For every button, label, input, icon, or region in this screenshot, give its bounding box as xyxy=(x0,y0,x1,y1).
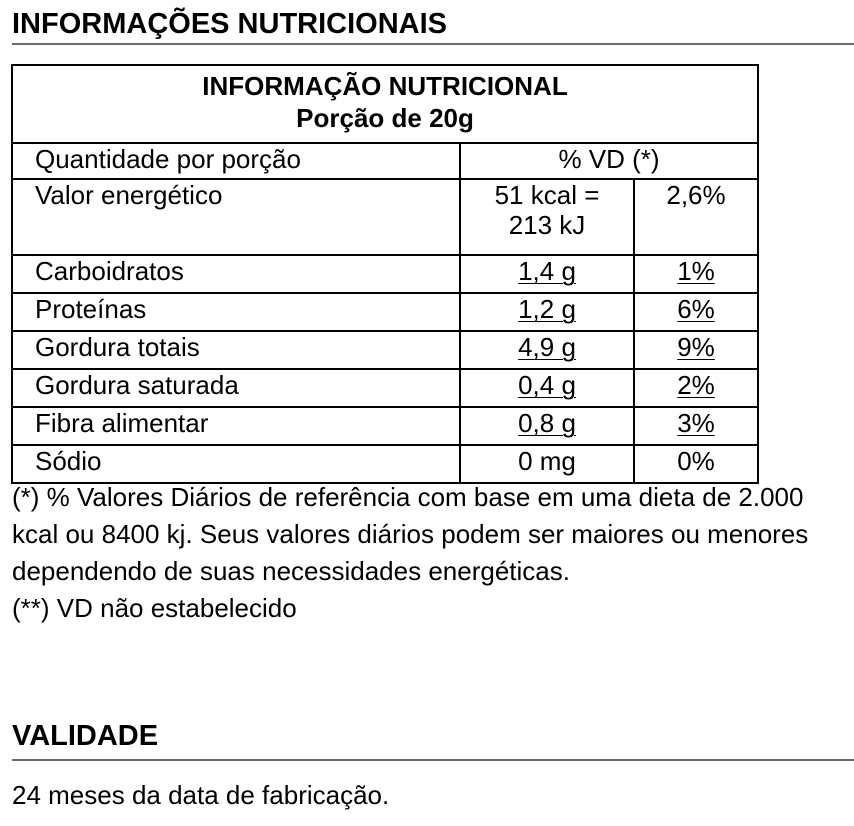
nutrient-vd: 1% xyxy=(634,255,758,293)
table-row xyxy=(12,293,758,331)
nutrient-vd: 9% xyxy=(634,331,758,369)
vd-column-header: % VD (*) xyxy=(460,143,758,179)
nutrient-name: Gordura saturada xyxy=(12,369,460,407)
nutrient-amount xyxy=(460,179,634,255)
table-row xyxy=(12,331,758,369)
nutrient-name: Gordura totais xyxy=(12,331,460,369)
nutrient-name: Proteínas xyxy=(12,293,460,331)
table-title: INFORMAÇÃO NUTRICIONAL xyxy=(202,71,568,101)
energy-kcal: 51 kcal = xyxy=(494,180,600,210)
nutrient-amount: 0,8 g xyxy=(460,407,634,445)
nutrient-amount: 0,4 g xyxy=(460,369,634,407)
section-divider xyxy=(12,759,854,761)
nutrient-amount: 1,4 g xyxy=(460,255,634,293)
table-row xyxy=(12,179,758,255)
nutrient-vd: 2,6% xyxy=(634,179,758,255)
nutrient-name: Valor energético xyxy=(12,179,460,255)
nutrient-vd: 2% xyxy=(634,369,758,407)
table-row xyxy=(12,255,758,293)
nutrient-amount: 0 mg xyxy=(460,445,634,483)
footnotes xyxy=(12,479,854,627)
section-divider xyxy=(12,43,854,45)
energy-kj: 213 kJ xyxy=(508,210,586,240)
nutrient-amount: 1,2 g xyxy=(460,293,634,331)
footnote-not-established: (**) VD não estabelecido xyxy=(12,593,297,623)
validity-text: 24 meses da data de fabricação. xyxy=(12,780,390,810)
nutrient-vd: 3% xyxy=(634,407,758,445)
table-row xyxy=(12,407,758,445)
table-row xyxy=(12,369,758,407)
section-title-nutrition: INFORMAÇÕES NUTRICIONAIS xyxy=(12,8,447,40)
nutrient-name: Fibra alimentar xyxy=(12,407,460,445)
portion-size: Porção de 20g xyxy=(296,103,474,133)
quantity-per-portion-label: Quantidade por porção xyxy=(12,143,460,179)
nutrient-vd: 0% xyxy=(634,445,758,483)
nutrient-amount: 4,9 g xyxy=(460,331,634,369)
table-header xyxy=(12,65,758,143)
table-row xyxy=(12,445,758,483)
footnote-daily-values: (*) % Valores Diários de referência com base em uma dieta de 2.000 kcal ou 8400 kj. Seus valores diários podem ser maiores ou menores dependendo de suas necessidades energéticas. xyxy=(12,482,809,586)
section-title-validity: VALIDADE xyxy=(12,720,159,752)
nutrient-name: Sódio xyxy=(12,445,460,483)
nutrient-vd: 6% xyxy=(634,293,758,331)
nutrition-table xyxy=(11,64,759,484)
nutrient-name: Carboidratos xyxy=(12,255,460,293)
